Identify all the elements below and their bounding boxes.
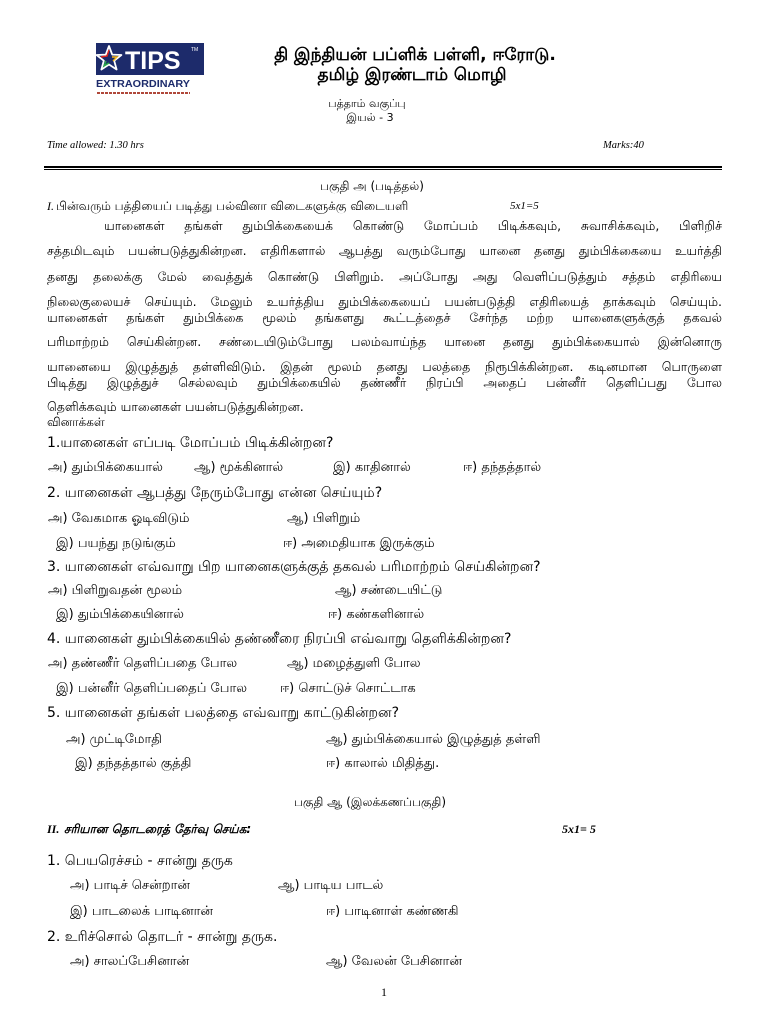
question-4-option-a: அ) தண்ணீர் தெளிப்பதை போல bbox=[48, 656, 238, 671]
school-logo-graphic bbox=[95, 42, 207, 100]
passage-line-6: பரிமாற்றம் செய்கின்றன. சண்டையிடும்போது பலம்வாய்ந்த யானை தனது தும்பிக்கையால் இன்னொரு bbox=[47, 334, 722, 349]
question-3-option-d: ஈ) கண்களினால் bbox=[328, 607, 425, 622]
question-2-option-a: அ) வேகமாக ஓடிவிடும் bbox=[48, 511, 190, 526]
passage-line-8: பிடித்து இழுத்துச் செல்லவும் தும்பிக்கையில் தண்ணீர் நிரப்பி அதைப் பன்னீர் தெளிப்பது போல bbox=[47, 375, 722, 390]
subject-title: தமிழ் இரண்டாம் மொழி bbox=[317, 65, 507, 85]
grammar-question-1-option-b: ஆ) பாடிய பாடல் bbox=[278, 878, 384, 893]
grammar-question-1-option-d: ஈ) பாடினாள் கண்ணகி bbox=[326, 904, 459, 919]
grammar-question-1-text: 1. பெயரெச்சம் - சான்று தருக bbox=[47, 853, 233, 869]
part-b-instruction-number: II. bbox=[47, 822, 60, 836]
grammar-question-1-option-c: இ) பாடலைக் பாடினான் bbox=[70, 904, 214, 919]
question-2-text: 2. யானைகள் ஆபத்து நேரும்போது என்ன செய்யும்? bbox=[47, 485, 383, 501]
question-1-option-d: ஈ) தந்தத்தால் bbox=[463, 460, 542, 475]
passage-line-4: நிலைகுலையச் செய்யும். மேலும் உயர்த்திய தும்பிக்கையைப் பயன்படுத்தி எதிரியைத் தாக்கவும் செய்யும். bbox=[47, 294, 722, 309]
question-3-option-c: இ) தும்பிக்கையினால் bbox=[56, 607, 184, 622]
question-2-option-c: இ) பயந்து நடுங்கும் bbox=[56, 536, 176, 551]
question-1-text: 1.யானைகள் எப்படி மோப்பம் பிடிக்கின்றன? bbox=[47, 435, 334, 451]
question-2-option-d: ஈ) அமைதியாக இருக்கும் bbox=[283, 536, 435, 551]
passage-line-3: தனது தலைக்கு மேல் வைத்துக் கொண்டு பிளிறும். அப்போது அது வெளிப்படுத்தும் சத்தம் எதிரியை bbox=[47, 269, 722, 284]
header-divider bbox=[44, 166, 722, 170]
class-label: பத்தாம் வகுப்பு bbox=[328, 97, 406, 110]
question-1-option-a: அ) தும்பிக்கையால் bbox=[48, 460, 163, 475]
school-logo bbox=[95, 42, 207, 100]
passage-line-7: யானையை இழுத்துத் தள்ளிவிடும். இதன் மூலம் தனது பலத்தை நிரூபிக்கின்றன. கடினமான பொருளை bbox=[47, 359, 722, 374]
logo-tagline: EXTRAORDINARY bbox=[96, 78, 190, 90]
question-5-text: 5. யானைகள் தங்கள் பலத்தை எவ்வாறு காட்டுகின்றன? bbox=[47, 705, 400, 721]
question-1-option-c: இ) காதினால் bbox=[333, 460, 411, 475]
question-4-option-d: ஈ) சொட்டுச் சொட்டாக bbox=[280, 681, 416, 696]
unit-label: இயல் - 3 bbox=[346, 111, 394, 124]
question-4-text: 4. யானைகள் தும்பிக்கையில் தண்ணீரை நிரப்பி எவ்வாறு தெளிக்கின்றன? bbox=[47, 631, 512, 647]
question-4-option-b: ஆ) மழைத்துளி போல bbox=[287, 656, 421, 671]
total-marks: Marks:40 bbox=[603, 140, 644, 151]
logo-trademark: TM bbox=[191, 47, 199, 53]
school-name: தி இந்தியன் பப்ளிக் பள்ளி, ஈரோடு. bbox=[274, 45, 556, 65]
grammar-question-2-text: 2. உரிச்சொல் தொடர் - சான்று தருக. bbox=[47, 929, 278, 945]
question-5-option-b: ஆ) தும்பிக்கையால் இழுத்துத் தள்ளி bbox=[326, 732, 541, 747]
question-3-text: 3. யானைகள் எவ்வாறு பிற யானைகளுக்குத் தகவல் பரிமாற்றம் செய்கின்றன? bbox=[47, 559, 541, 575]
logo-wordmark: TIPS bbox=[125, 47, 181, 75]
passage-line-1: யானைகள் தங்கள் தும்பிக்கையைக் கொண்டு மோப்பம் பிடிக்கவும், சுவாசிக்கவும், பிளிறிச் bbox=[104, 218, 722, 233]
question-1-option-b: ஆ) மூக்கினால் bbox=[194, 460, 284, 475]
passage-line-5: யானைகள் தங்கள் தும்பிக்கை மூலம் தங்களது கூட்டத்தைச் சேர்ந்த மற்ற யானைகளுக்குத் தகவல் bbox=[47, 310, 722, 325]
passage-line-9: தெளிக்கவும் யானைகள் பயன்படுத்துகின்றன. bbox=[47, 399, 304, 414]
question-4-option-c: இ) பன்னீர் தெளிப்பதைப் போல bbox=[56, 681, 248, 696]
time-allowed: Time allowed: 1.30 hrs bbox=[47, 140, 144, 151]
question-5-option-c: இ) தந்தத்தால் குத்தி bbox=[75, 756, 192, 771]
grammar-question-2-option-b: ஆ) வேலன் பேசினான் bbox=[326, 954, 462, 969]
part-b-instruction: சரியான தொடரைத் தேர்வு செய்க: bbox=[64, 822, 252, 836]
grammar-question-1-option-a: அ) பாடிச் சென்றான் bbox=[70, 878, 190, 893]
part-a-instruction: பின்வரும் பத்தியைப் படித்து பல்வினா விடைகளுக்கு விடையளி bbox=[56, 199, 409, 213]
question-3-option-b: ஆ) சண்டையிட்டு bbox=[335, 583, 443, 598]
part-a-marks: 5x1=5 bbox=[510, 200, 539, 212]
question-5-option-a: அ) முட்டிமோதி bbox=[66, 732, 162, 747]
part-b-marks: 5x1= 5 bbox=[562, 822, 596, 836]
part-a-title: பகுதி அ (படித்தல்) bbox=[320, 179, 424, 193]
question-2-option-b: ஆ) பிளிறும் bbox=[287, 511, 361, 526]
question-5-option-d: ஈ) காலால் மிதித்து. bbox=[326, 756, 440, 771]
page-number: 1 bbox=[381, 985, 387, 999]
passage-line-2: சத்தமிடவும் பயன்படுத்துகின்றன. எதிரிகளால் ஆபத்து வரும்போது யானை தனது தும்பிக்கையை உயர்த்தி bbox=[47, 243, 722, 258]
part-b-title: பகுதி ஆ (இலக்கணப்பகுதி) bbox=[293, 795, 447, 809]
question-3-option-a: அ) பிளிறுவதன் மூலம் bbox=[48, 583, 183, 598]
part-a-instruction-number: I. bbox=[47, 199, 54, 213]
questions-heading: வினாக்கள் bbox=[47, 415, 105, 429]
grammar-question-2-option-a: அ) சாலப்பேசினான் bbox=[70, 954, 190, 969]
